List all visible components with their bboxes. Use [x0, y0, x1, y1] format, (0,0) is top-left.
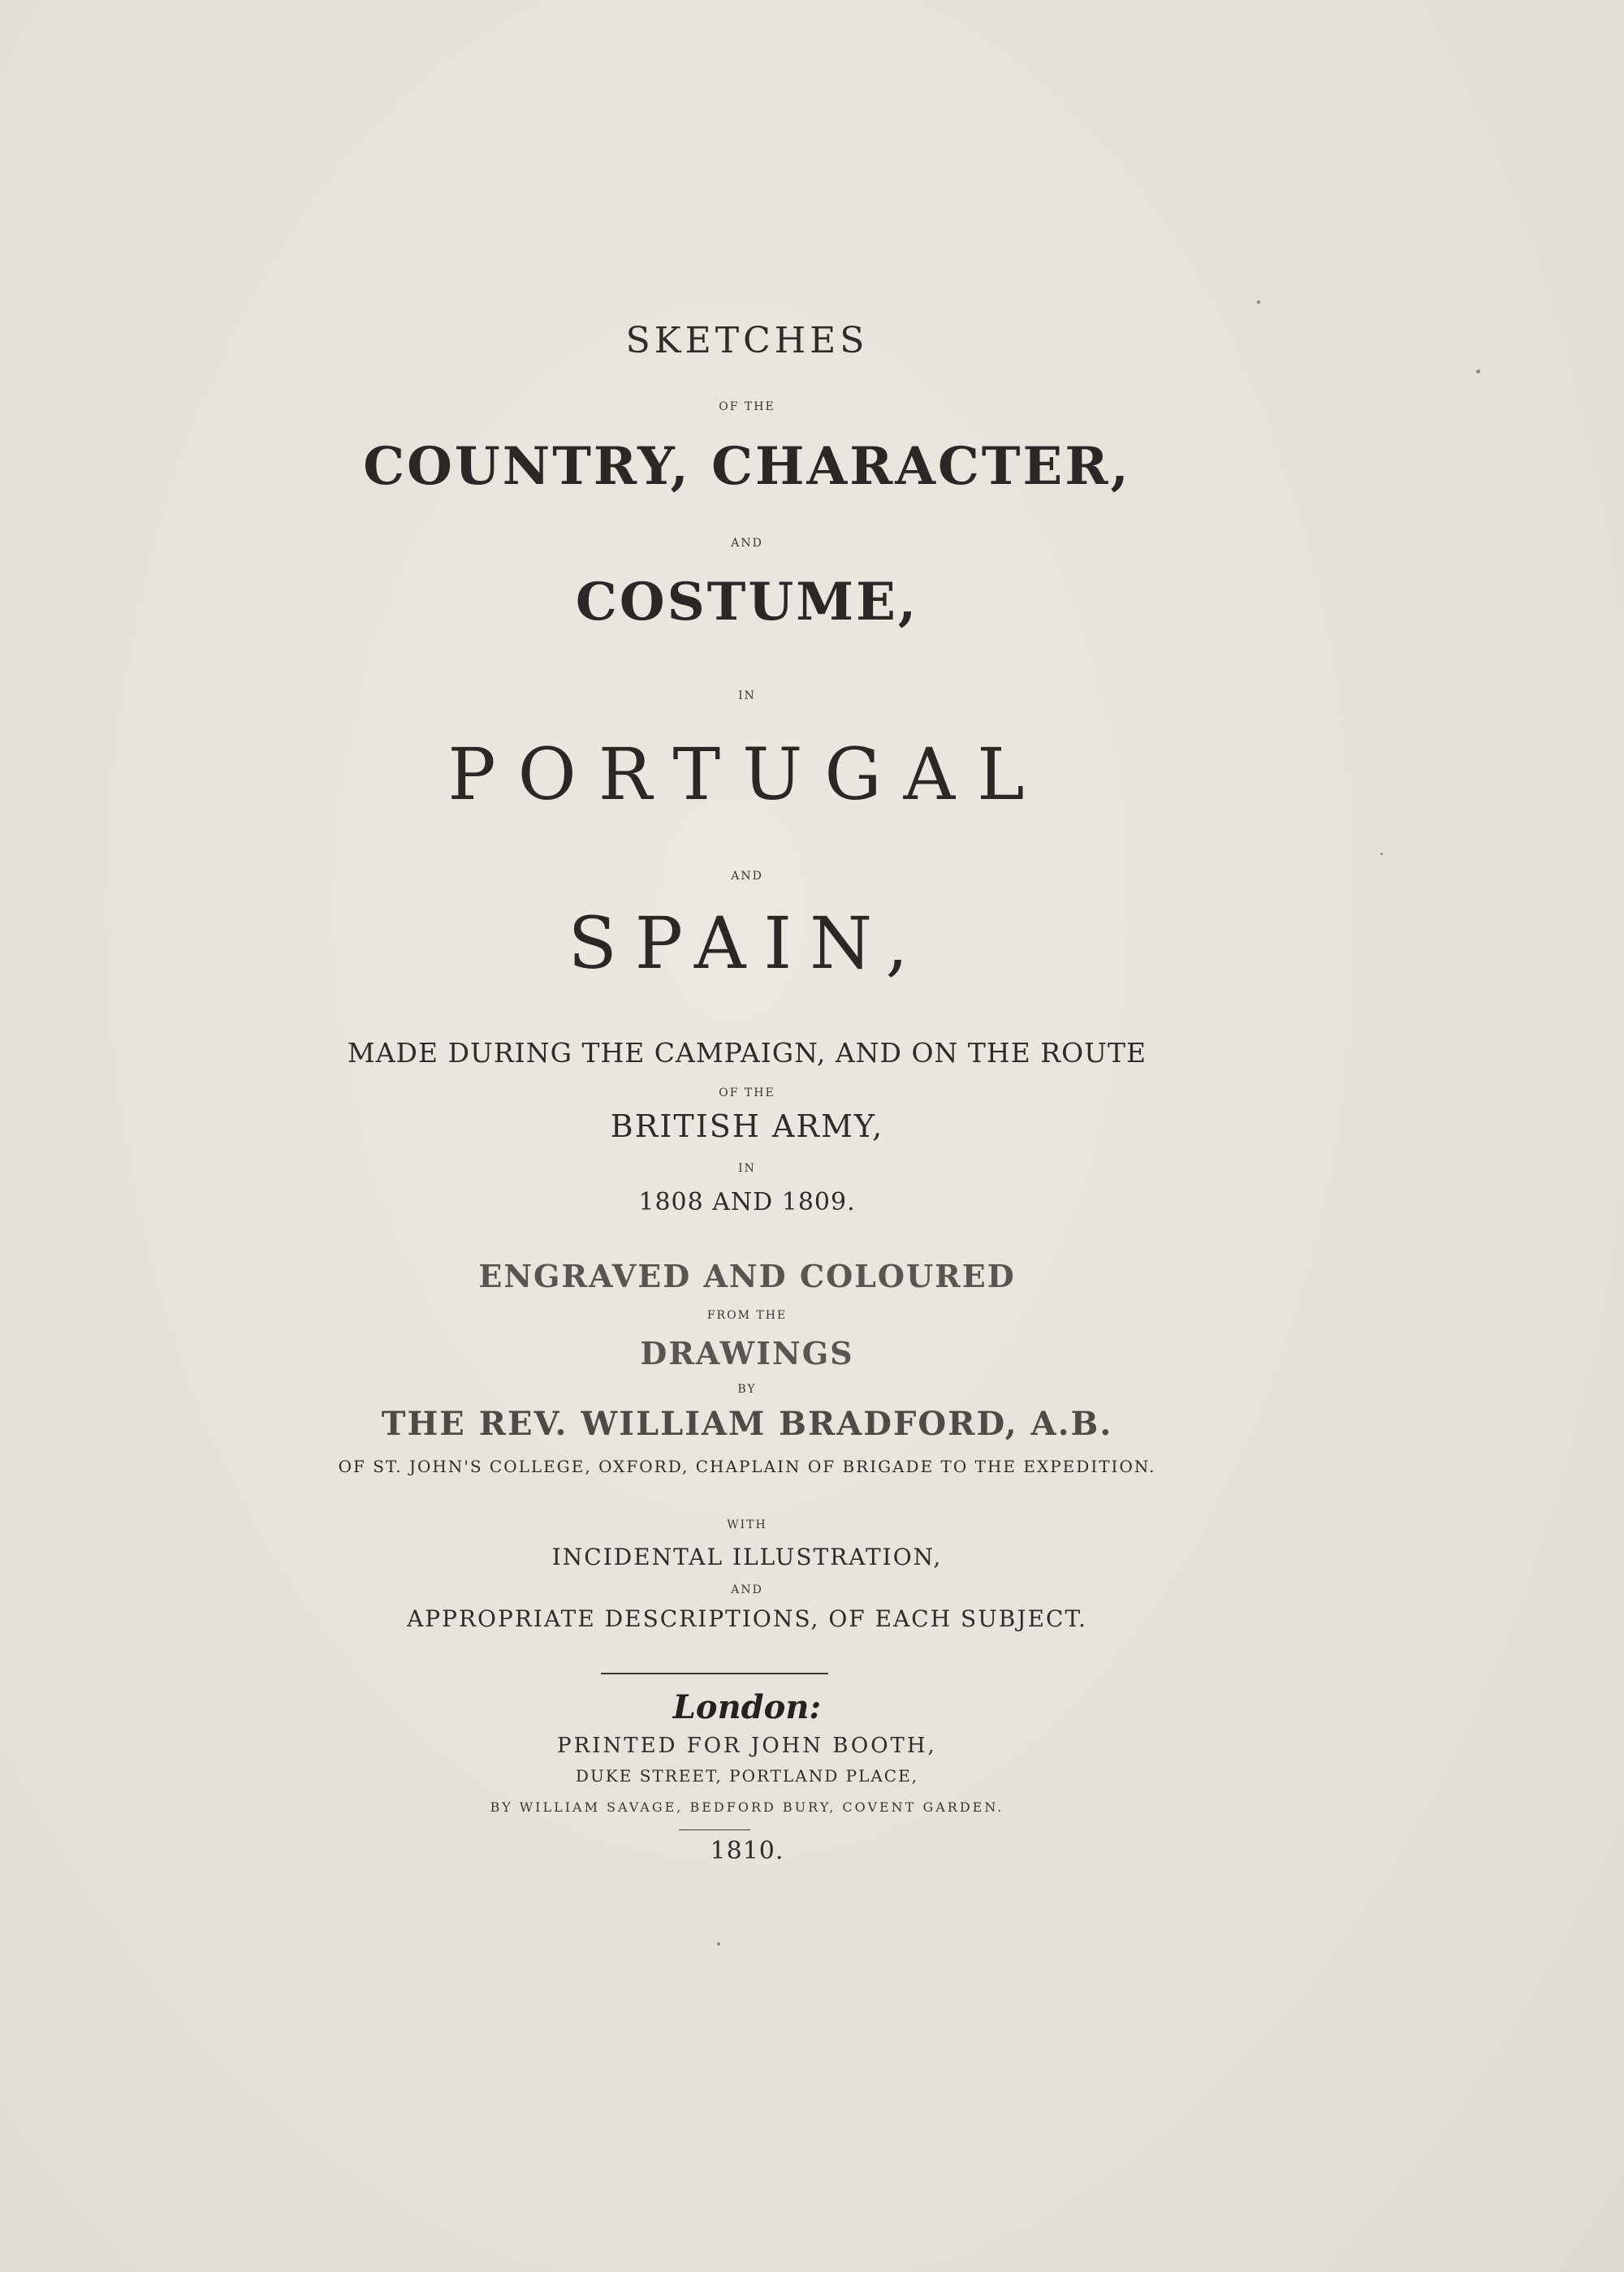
connector-in: IN	[738, 689, 756, 702]
divider-rule	[601, 1673, 828, 1674]
paper-speck	[717, 1942, 720, 1946]
subtitle-british-army: BRITISH ARMY,	[610, 1108, 884, 1144]
connector-and: AND	[731, 537, 763, 550]
paper-speck	[1476, 369, 1480, 374]
imprint-year: 1810.	[710, 1837, 784, 1865]
title-sketches: SKETCHES	[625, 320, 869, 361]
connector-in-2: IN	[738, 1162, 756, 1175]
title-spain: SPAIN,	[568, 901, 926, 985]
appropriate-descriptions: APPROPRIATE DESCRIPTIONS, OF EACH SUBJECT.	[407, 1605, 1087, 1632]
connector-of-the-2: OF THE	[719, 1086, 775, 1099]
author-name: THE REV. WILLIAM BRADFORD, A.B.	[381, 1405, 1113, 1443]
title-country-character: COUNTRY, CHARACTER,	[363, 436, 1131, 497]
paper-speck	[1257, 300, 1260, 304]
subtitle-years: 1808 AND 1809.	[638, 1188, 856, 1216]
year-rule	[679, 1829, 750, 1830]
paper-speck	[1380, 853, 1383, 855]
connector-by: BY	[737, 1383, 757, 1396]
subtitle-campaign: MADE DURING THE CAMPAIGN, AND ON THE ROUTE	[347, 1037, 1147, 1069]
author-affiliation: OF ST. JOHN'S COLLEGE, OXFORD, CHAPLAIN OF BRIGADE TO THE EXPEDITION.	[338, 1457, 1156, 1476]
imprint-printer: BY WILLIAM SAVAGE, BEDFORD BURY, COVENT GARDEN.	[490, 1799, 1004, 1815]
engraved-and-coloured: ENGRAVED AND COLOURED	[478, 1258, 1016, 1294]
connector-from-the: FROM THE	[706, 1309, 788, 1322]
imprint-printed-for: PRINTED FOR JOHN BOOTH,	[557, 1734, 937, 1758]
imprint-address: DUKE STREET, PORTLAND PLACE,	[575, 1766, 919, 1786]
connector-of-the: OF THE	[719, 400, 775, 413]
connector-with: WITH	[727, 1518, 767, 1531]
title-costume: COSTUME,	[575, 572, 919, 633]
title-portugal: PORTUGAL	[447, 732, 1047, 816]
connector-and-3: AND	[731, 1583, 763, 1596]
drawings: DRAWINGS	[640, 1335, 854, 1371]
imprint-city: London:	[672, 1688, 822, 1726]
incidental-illustration: INCIDENTAL ILLUSTRATION,	[551, 1544, 943, 1570]
connector-and-2: AND	[731, 870, 763, 883]
